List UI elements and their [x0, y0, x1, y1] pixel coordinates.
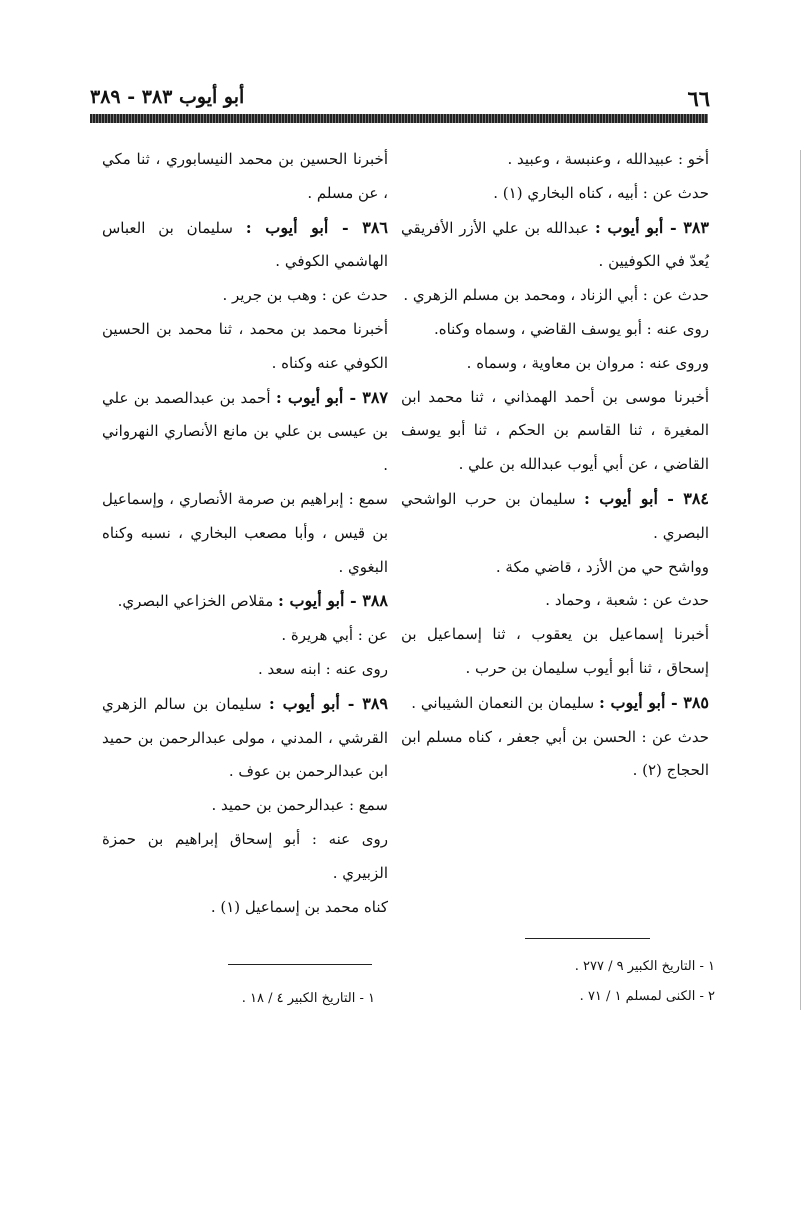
paragraph-text: سمع : إبراهيم بن صرمة الأنصاري ، وإسماعيل بن قيس ، وأبا مصعب البخاري ، نسبه وكناه البغوي . [102, 489, 388, 576]
footnotes-right [575, 952, 715, 1012]
paragraph-text: مقلاص الخزاعي البصري. [117, 592, 278, 611]
footnote: ٢ - الكنى لمسلم ١ / ٧١ . [579, 989, 715, 1004]
text-paragraph [401, 177, 709, 211]
text-paragraph [102, 653, 388, 687]
paragraph-text: أخو : عبيدالله ، وعنبسة ، وعبيد . [507, 150, 709, 168]
paragraph-text: كناه محمد بن إسماعيل (١) . [210, 897, 388, 916]
text-paragraph [401, 313, 709, 347]
text-paragraph [102, 619, 388, 653]
footnote: ١ - التاريخ الكبير ٤ / ١٨ . [241, 991, 375, 1006]
paragraph-text: عن : أبي هريرة . [281, 626, 388, 645]
paragraph-text: حدث عن : أبيه ، كناه البخاري (١) . [493, 183, 709, 202]
paragraph-text: حدث عن : أبي الزناد ، ومحمد بن مسلم الزهري . [403, 286, 709, 305]
entry-paragraph [102, 381, 388, 483]
text-paragraph [401, 347, 709, 381]
paragraph-text: وواشح حي من الأزد ، قاضي مكة . [495, 557, 709, 576]
entry-heading: ٣٨٦ - أبو أيوب : [245, 217, 388, 237]
paragraph-text: حدث عن : وهب بن جرير . [222, 286, 388, 305]
page-number: ٦٦ [687, 86, 710, 111]
paragraph-text: أخبرنا إسماعيل بن يعقوب ، ثنا إسماعيل بن إسحاق ، ثنا أبو أيوب سليمان بن حرب . [401, 625, 709, 677]
header-rule [90, 114, 708, 123]
text-paragraph [102, 279, 388, 313]
text-paragraph [102, 789, 388, 823]
right-column [401, 143, 709, 788]
entry-paragraph [102, 687, 388, 789]
text-paragraph [102, 483, 388, 584]
text-paragraph [401, 143, 709, 177]
text-paragraph [102, 891, 388, 925]
page-header [90, 86, 710, 110]
paragraph-text: وروى عنه : مروان بن معاوية ، وسماه . [466, 353, 709, 372]
paragraph-text: حدث عن : شعبة ، وحماد . [545, 591, 709, 610]
footnote-divider-right [525, 938, 650, 939]
text-paragraph [401, 721, 709, 789]
paragraph-text: سليمان بن العباس الهاشمي الكوفي . [102, 218, 388, 271]
paragraph-text: أخبرنا محمد بن محمد ، ثنا محمد بن الحسين الكوفي عنه وكناه . [102, 319, 388, 372]
footnote: ١ - التاريخ الكبير ٩ / ٢٧٧ . [574, 959, 715, 974]
text-paragraph [102, 823, 388, 891]
entry-heading: ٣٨٧ - أبو أيوب : [275, 387, 388, 407]
paragraph-text: سمع : عبدالرحمن بن حميد . [211, 796, 388, 815]
footnotes-left [242, 984, 375, 1014]
paragraph-text: عبدالله بن علي الأزر الأفريقي يُعدّ في الكوفيين . [401, 218, 709, 271]
text-paragraph [401, 551, 709, 585]
paragraph-text: سليمان بن سالم الزهري القرشي ، المدني ، مولى عبدالرحمن بن حميد ابن عبدالرحمن بن عوف . [102, 694, 388, 781]
entry-heading: ٣٨٨ - أبو أيوب : [278, 591, 388, 611]
left-column [102, 143, 388, 924]
paragraph-text: سليمان بن النعمان الشيباني . [411, 693, 599, 712]
text-paragraph [401, 584, 709, 618]
paragraph-text: سليمان بن حرب الواشحي البصري . [401, 489, 709, 542]
entry-paragraph [102, 211, 388, 280]
entry-paragraph [401, 482, 709, 551]
entry-heading: ٣٨٣ - أبو أيوب : [594, 217, 710, 237]
paragraph-text: روى عنه : ابنه سعد . [258, 659, 388, 678]
running-title: أبو أيوب ٣٨٣ - ٣٨٩ [90, 86, 245, 108]
text-paragraph [401, 279, 709, 313]
paragraph-text: أحمد بن عبدالصمد بن علي بن عيسى بن علي بن مانع الأنصاري النهرواني . [102, 388, 388, 475]
text-paragraph [401, 618, 709, 686]
footnote-divider-left [228, 964, 372, 965]
scan-edge-line [800, 150, 801, 1010]
text-paragraph [401, 381, 709, 482]
paragraph-text: حدث عن : الحسن بن أبي جعفر ، كناه مسلم ابن الحجاج (٢) . [401, 727, 709, 780]
entry-heading: ٣٨٤ - أبو أيوب : [584, 488, 709, 508]
entry-heading: ٣٨٩ - أبو أيوب : [268, 693, 388, 713]
entry-paragraph [401, 211, 709, 280]
paragraph-text: أخبرنا الحسين بن محمد النيسابوري ، ثنا مكي ، عن مسلم . [102, 150, 388, 202]
text-paragraph [102, 143, 388, 211]
paragraph-text: روى عنه : أبو يوسف القاضي ، وسماه وكناه. [433, 319, 709, 338]
paragraph-text: أخبرنا موسى بن أحمد الهمذاني ، ثنا محمد ابن المغيرة ، ثنا القاسم بن الحكم ، ثنا أبو يوسف القاضي ، عن أبي أيوب عبدالله بن علي . [401, 387, 709, 474]
paragraph-text: روى عنه : أبو إسحاق إبراهيم بن حمزة الزبيري . [102, 829, 388, 882]
entry-paragraph [102, 584, 388, 619]
text-paragraph [102, 313, 388, 381]
entry-heading: ٣٨٥ - أبو أيوب : [599, 692, 709, 712]
entry-paragraph [401, 686, 709, 721]
